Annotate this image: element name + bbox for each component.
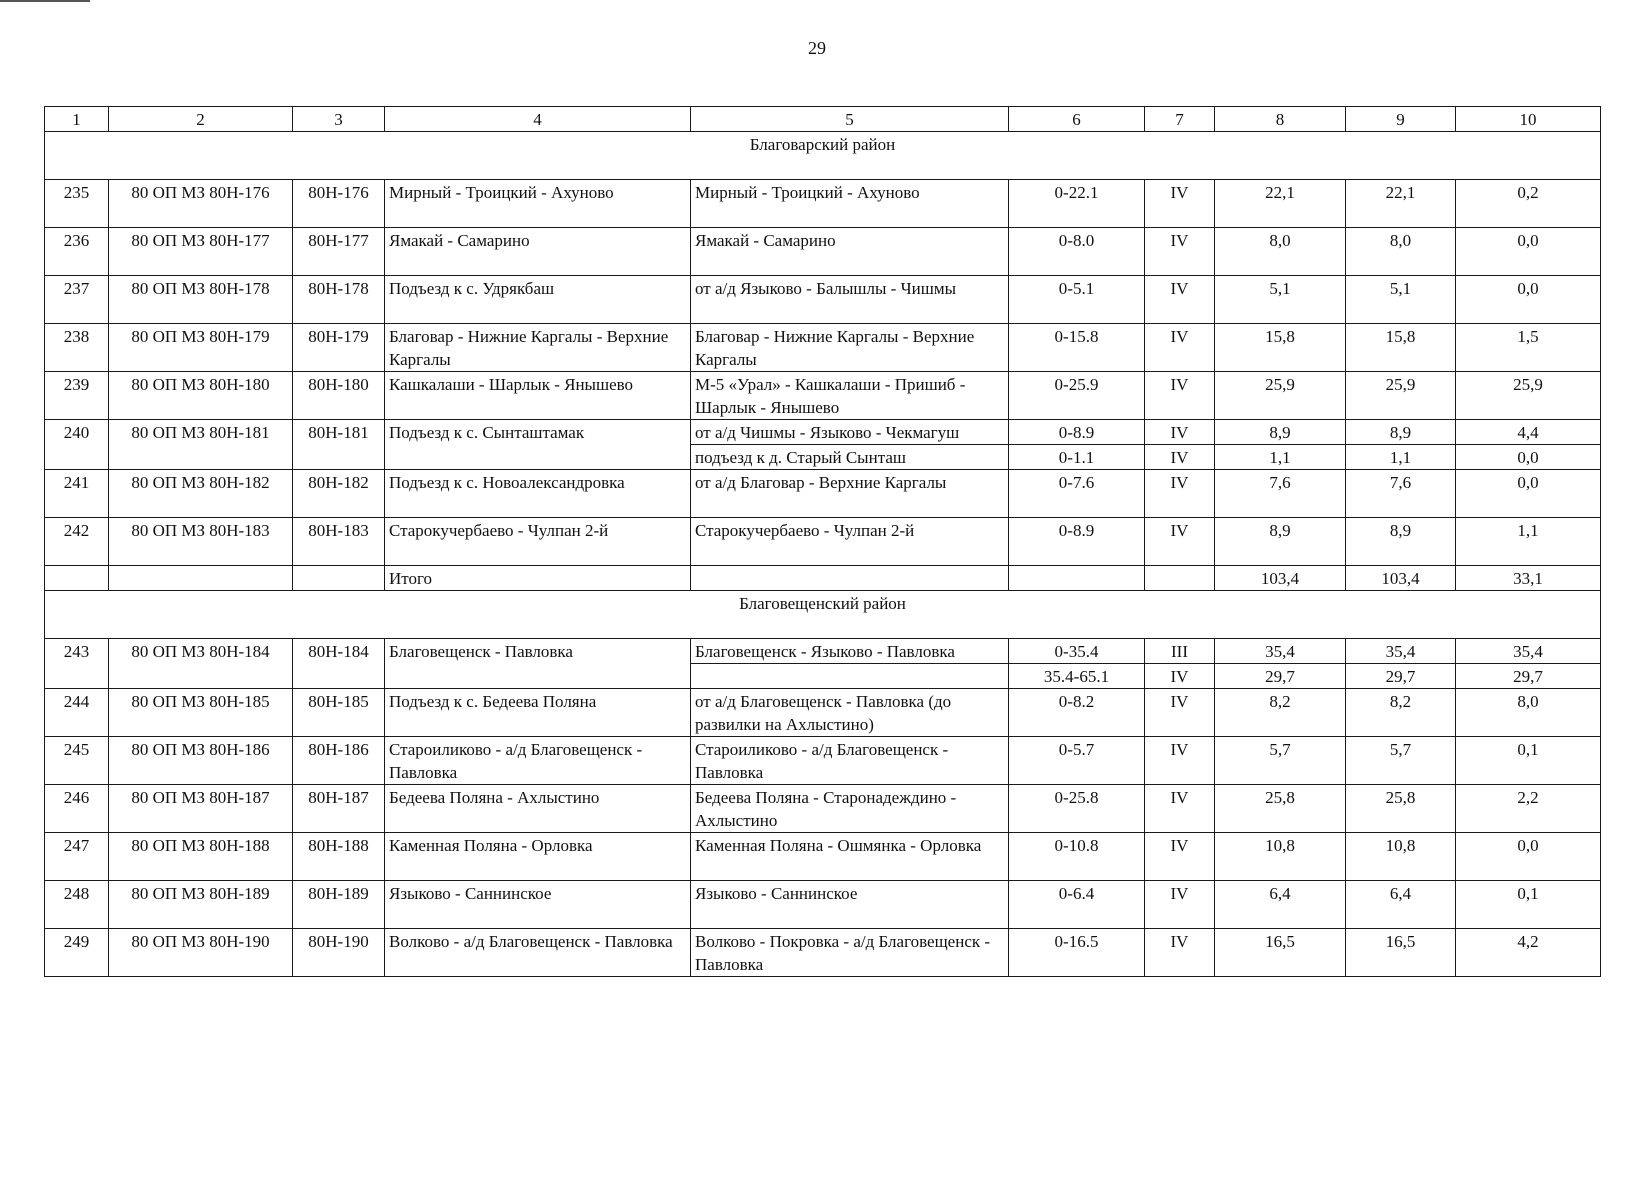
km-range: 0-15.8 <box>1009 324 1145 372</box>
district-section-header <box>45 132 1601 180</box>
km-range: 0-25.9 <box>1009 372 1145 420</box>
length-col-10: 4,4 <box>1456 420 1601 445</box>
road-category: IV <box>1145 324 1215 372</box>
route-description: Староиликово - а/д Благовещенск - Павловка <box>691 737 1009 785</box>
table-row <box>45 833 1601 881</box>
row-number: 239 <box>45 372 109 420</box>
length-col-8: 8,2 <box>1215 689 1346 737</box>
table-row <box>45 276 1601 324</box>
km-range: 0-8.9 <box>1009 420 1145 445</box>
district-title: Благовещенский район <box>45 591 1601 639</box>
empty-cell <box>691 566 1009 591</box>
length-col-8: 15,8 <box>1215 324 1346 372</box>
row-number: 240 <box>45 420 109 470</box>
road-id: 80 ОП МЗ 80Н-178 <box>109 276 293 324</box>
road-code: 80Н-186 <box>293 737 385 785</box>
road-code: 80Н-185 <box>293 689 385 737</box>
route-description: Благовещенск - Языково - Павловка <box>691 639 1009 664</box>
column-header: 5 <box>691 107 1009 132</box>
road-category: IV <box>1145 833 1215 881</box>
length-col-9: 22,1 <box>1346 180 1456 228</box>
road-code: 80Н-190 <box>293 929 385 977</box>
road-category: IV <box>1145 664 1215 689</box>
road-code: 80Н-177 <box>293 228 385 276</box>
scan-corner-mark <box>0 0 90 2</box>
length-col-9: 5,7 <box>1346 737 1456 785</box>
route-description: Ямакай - Самарино <box>691 228 1009 276</box>
length-col-9: 25,9 <box>1346 372 1456 420</box>
empty-cell <box>293 566 385 591</box>
length-col-8: 5,1 <box>1215 276 1346 324</box>
row-number: 237 <box>45 276 109 324</box>
road-id: 80 ОП МЗ 80Н-176 <box>109 180 293 228</box>
route-description: Языково - Саннинское <box>691 881 1009 929</box>
length-col-10: 0,1 <box>1456 737 1601 785</box>
length-col-8: 25,9 <box>1215 372 1346 420</box>
column-header: 10 <box>1456 107 1601 132</box>
road-name: Благовар - Нижние Каргалы - Верхние Каргалы <box>385 324 691 372</box>
road-code: 80Н-184 <box>293 639 385 689</box>
route-description: Бедеева Поляна - Старонадеждино - Ахлыстино <box>691 785 1009 833</box>
column-number-header <box>45 107 1601 132</box>
length-col-9: 6,4 <box>1346 881 1456 929</box>
length-col-10: 0,0 <box>1456 470 1601 518</box>
road-name: Старокучербаево - Чулпан 2-й <box>385 518 691 566</box>
road-id: 80 ОП МЗ 80Н-177 <box>109 228 293 276</box>
road-code: 80Н-178 <box>293 276 385 324</box>
column-header: 4 <box>385 107 691 132</box>
roads-table <box>44 106 1601 977</box>
length-col-10: 2,2 <box>1456 785 1601 833</box>
length-col-10: 25,9 <box>1456 372 1601 420</box>
table-row <box>45 881 1601 929</box>
table-row <box>45 639 1601 664</box>
road-name: Ямакай - Самарино <box>385 228 691 276</box>
km-range: 0-35.4 <box>1009 639 1145 664</box>
length-col-9: 29,7 <box>1346 664 1456 689</box>
route-description <box>691 664 1009 689</box>
road-name: Подъезд к с. Бедеева Поляна <box>385 689 691 737</box>
road-code: 80Н-180 <box>293 372 385 420</box>
road-category: IV <box>1145 180 1215 228</box>
table-row <box>45 737 1601 785</box>
table-body <box>45 107 1601 977</box>
length-col-10: 1,1 <box>1456 518 1601 566</box>
road-name: Волково - а/д Благовещенск - Павловка <box>385 929 691 977</box>
road-name: Благовещенск - Павловка <box>385 639 691 689</box>
total-col-8: 103,4 <box>1215 566 1346 591</box>
km-range: 0-8.9 <box>1009 518 1145 566</box>
km-range: 0-8.0 <box>1009 228 1145 276</box>
table-row <box>45 180 1601 228</box>
total-col-10: 33,1 <box>1456 566 1601 591</box>
road-name: Мирный - Троицкий - Ахуново <box>385 180 691 228</box>
length-col-8: 16,5 <box>1215 929 1346 977</box>
km-range: 0-1.1 <box>1009 445 1145 470</box>
road-id: 80 ОП МЗ 80Н-188 <box>109 833 293 881</box>
km-range: 0-25.8 <box>1009 785 1145 833</box>
length-col-9: 16,5 <box>1346 929 1456 977</box>
column-header: 2 <box>109 107 293 132</box>
table-row <box>45 785 1601 833</box>
road-name: Подъезд к с. Сынташтамак <box>385 420 691 470</box>
table-row <box>45 689 1601 737</box>
column-header: 3 <box>293 107 385 132</box>
row-number: 244 <box>45 689 109 737</box>
road-name: Каменная Поляна - Орловка <box>385 833 691 881</box>
length-col-9: 8,2 <box>1346 689 1456 737</box>
road-name: Староиликово - а/д Благовещенск - Павловка <box>385 737 691 785</box>
table-row <box>45 372 1601 420</box>
road-id: 80 ОП МЗ 80Н-183 <box>109 518 293 566</box>
route-description: Мирный - Троицкий - Ахуново <box>691 180 1009 228</box>
table-row <box>45 929 1601 977</box>
road-category: IV <box>1145 737 1215 785</box>
row-number: 238 <box>45 324 109 372</box>
column-header: 9 <box>1346 107 1456 132</box>
table-row <box>45 518 1601 566</box>
km-range: 0-16.5 <box>1009 929 1145 977</box>
length-col-9: 1,1 <box>1346 445 1456 470</box>
page-number: 29 <box>808 38 826 58</box>
km-range: 35.4-65.1 <box>1009 664 1145 689</box>
length-col-10: 35,4 <box>1456 639 1601 664</box>
row-number: 245 <box>45 737 109 785</box>
row-number: 246 <box>45 785 109 833</box>
route-description: от а/д Благовар - Верхние Каргалы <box>691 470 1009 518</box>
km-range: 0-5.1 <box>1009 276 1145 324</box>
road-id: 80 ОП МЗ 80Н-180 <box>109 372 293 420</box>
route-description: Благовар - Нижние Каргалы - Верхние Каргалы <box>691 324 1009 372</box>
road-category: IV <box>1145 881 1215 929</box>
route-description: от а/д Языково - Балышлы - Чишмы <box>691 276 1009 324</box>
table-row <box>45 324 1601 372</box>
road-code: 80Н-176 <box>293 180 385 228</box>
road-category: IV <box>1145 445 1215 470</box>
road-id: 80 ОП МЗ 80Н-179 <box>109 324 293 372</box>
length-col-9: 35,4 <box>1346 639 1456 664</box>
length-col-8: 22,1 <box>1215 180 1346 228</box>
length-col-8: 29,7 <box>1215 664 1346 689</box>
length-col-10: 8,0 <box>1456 689 1601 737</box>
route-description: Старокучербаево - Чулпан 2-й <box>691 518 1009 566</box>
road-category: IV <box>1145 518 1215 566</box>
row-number: 242 <box>45 518 109 566</box>
length-col-10: 0,0 <box>1456 228 1601 276</box>
length-col-9: 8,9 <box>1346 420 1456 445</box>
road-category: IV <box>1145 785 1215 833</box>
road-id: 80 ОП МЗ 80Н-187 <box>109 785 293 833</box>
column-header: 6 <box>1009 107 1145 132</box>
total-row <box>45 566 1601 591</box>
empty-cell <box>1009 566 1145 591</box>
length-col-8: 10,8 <box>1215 833 1346 881</box>
row-number: 248 <box>45 881 109 929</box>
route-description: Волково - Покровка - а/д Благовещенск - Павловка <box>691 929 1009 977</box>
road-id: 80 ОП МЗ 80Н-186 <box>109 737 293 785</box>
road-name: Подъезд к с. Удрякбаш <box>385 276 691 324</box>
km-range: 0-10.8 <box>1009 833 1145 881</box>
length-col-8: 6,4 <box>1215 881 1346 929</box>
route-description: подъезд к д. Старый Сынташ <box>691 445 1009 470</box>
length-col-10: 0,2 <box>1456 180 1601 228</box>
row-number: 235 <box>45 180 109 228</box>
length-col-10: 0,0 <box>1456 445 1601 470</box>
road-category: IV <box>1145 228 1215 276</box>
km-range: 0-8.2 <box>1009 689 1145 737</box>
table-row <box>45 420 1601 445</box>
length-col-10: 0,1 <box>1456 881 1601 929</box>
km-range: 0-22.1 <box>1009 180 1145 228</box>
road-name: Кашкалаши - Шарлык - Янышево <box>385 372 691 420</box>
table-row <box>45 470 1601 518</box>
road-id: 80 ОП МЗ 80Н-182 <box>109 470 293 518</box>
km-range: 0-5.7 <box>1009 737 1145 785</box>
road-category: IV <box>1145 689 1215 737</box>
road-id: 80 ОП МЗ 80Н-181 <box>109 420 293 470</box>
km-range: 0-6.4 <box>1009 881 1145 929</box>
length-col-10: 0,0 <box>1456 276 1601 324</box>
road-category: III <box>1145 639 1215 664</box>
empty-cell <box>45 566 109 591</box>
table-row <box>45 228 1601 276</box>
road-category: IV <box>1145 372 1215 420</box>
road-code: 80Н-182 <box>293 470 385 518</box>
length-col-9: 5,1 <box>1346 276 1456 324</box>
row-number: 249 <box>45 929 109 977</box>
road-id: 80 ОП МЗ 80Н-190 <box>109 929 293 977</box>
length-col-9: 10,8 <box>1346 833 1456 881</box>
row-number: 236 <box>45 228 109 276</box>
length-col-8: 8,9 <box>1215 420 1346 445</box>
row-number: 247 <box>45 833 109 881</box>
length-col-9: 15,8 <box>1346 324 1456 372</box>
road-name: Языково - Саннинское <box>385 881 691 929</box>
road-category: IV <box>1145 276 1215 324</box>
column-header: 7 <box>1145 107 1215 132</box>
road-name: Подъезд к с. Новоалександровка <box>385 470 691 518</box>
empty-cell <box>109 566 293 591</box>
row-number: 241 <box>45 470 109 518</box>
district-title: Благоварский район <box>45 132 1601 180</box>
length-col-9: 7,6 <box>1346 470 1456 518</box>
total-col-9: 103,4 <box>1346 566 1456 591</box>
length-col-8: 25,8 <box>1215 785 1346 833</box>
length-col-9: 8,0 <box>1346 228 1456 276</box>
length-col-10: 1,5 <box>1456 324 1601 372</box>
total-label: Итого <box>385 566 691 591</box>
length-col-8: 5,7 <box>1215 737 1346 785</box>
road-code: 80Н-183 <box>293 518 385 566</box>
length-col-10: 4,2 <box>1456 929 1601 977</box>
road-code: 80Н-188 <box>293 833 385 881</box>
column-header: 1 <box>45 107 109 132</box>
route-description: от а/д Чишмы - Языково - Чекмагуш <box>691 420 1009 445</box>
route-description: М-5 «Урал» - Кашкалаши - Пришиб - Шарлык - Янышево <box>691 372 1009 420</box>
length-col-8: 35,4 <box>1215 639 1346 664</box>
route-description: от а/д Благовещенск - Павловка (до развилки на Ахлыстино) <box>691 689 1009 737</box>
road-category: IV <box>1145 929 1215 977</box>
road-id: 80 ОП МЗ 80Н-184 <box>109 639 293 689</box>
row-number: 243 <box>45 639 109 689</box>
road-code: 80Н-181 <box>293 420 385 470</box>
route-description: Каменная Поляна - Ошмянка - Орловка <box>691 833 1009 881</box>
length-col-10: 0,0 <box>1456 833 1601 881</box>
length-col-8: 1,1 <box>1215 445 1346 470</box>
column-header: 8 <box>1215 107 1346 132</box>
road-code: 80Н-187 <box>293 785 385 833</box>
km-range: 0-7.6 <box>1009 470 1145 518</box>
length-col-8: 7,6 <box>1215 470 1346 518</box>
empty-cell <box>1145 566 1215 591</box>
length-col-8: 8,0 <box>1215 228 1346 276</box>
road-id: 80 ОП МЗ 80Н-189 <box>109 881 293 929</box>
road-code: 80Н-189 <box>293 881 385 929</box>
road-name: Бедеева Поляна - Ахлыстино <box>385 785 691 833</box>
road-category: IV <box>1145 470 1215 518</box>
road-category: IV <box>1145 420 1215 445</box>
length-col-9: 8,9 <box>1346 518 1456 566</box>
length-col-9: 25,8 <box>1346 785 1456 833</box>
district-section-header <box>45 591 1601 639</box>
road-id: 80 ОП МЗ 80Н-185 <box>109 689 293 737</box>
length-col-10: 29,7 <box>1456 664 1601 689</box>
length-col-8: 8,9 <box>1215 518 1346 566</box>
road-code: 80Н-179 <box>293 324 385 372</box>
